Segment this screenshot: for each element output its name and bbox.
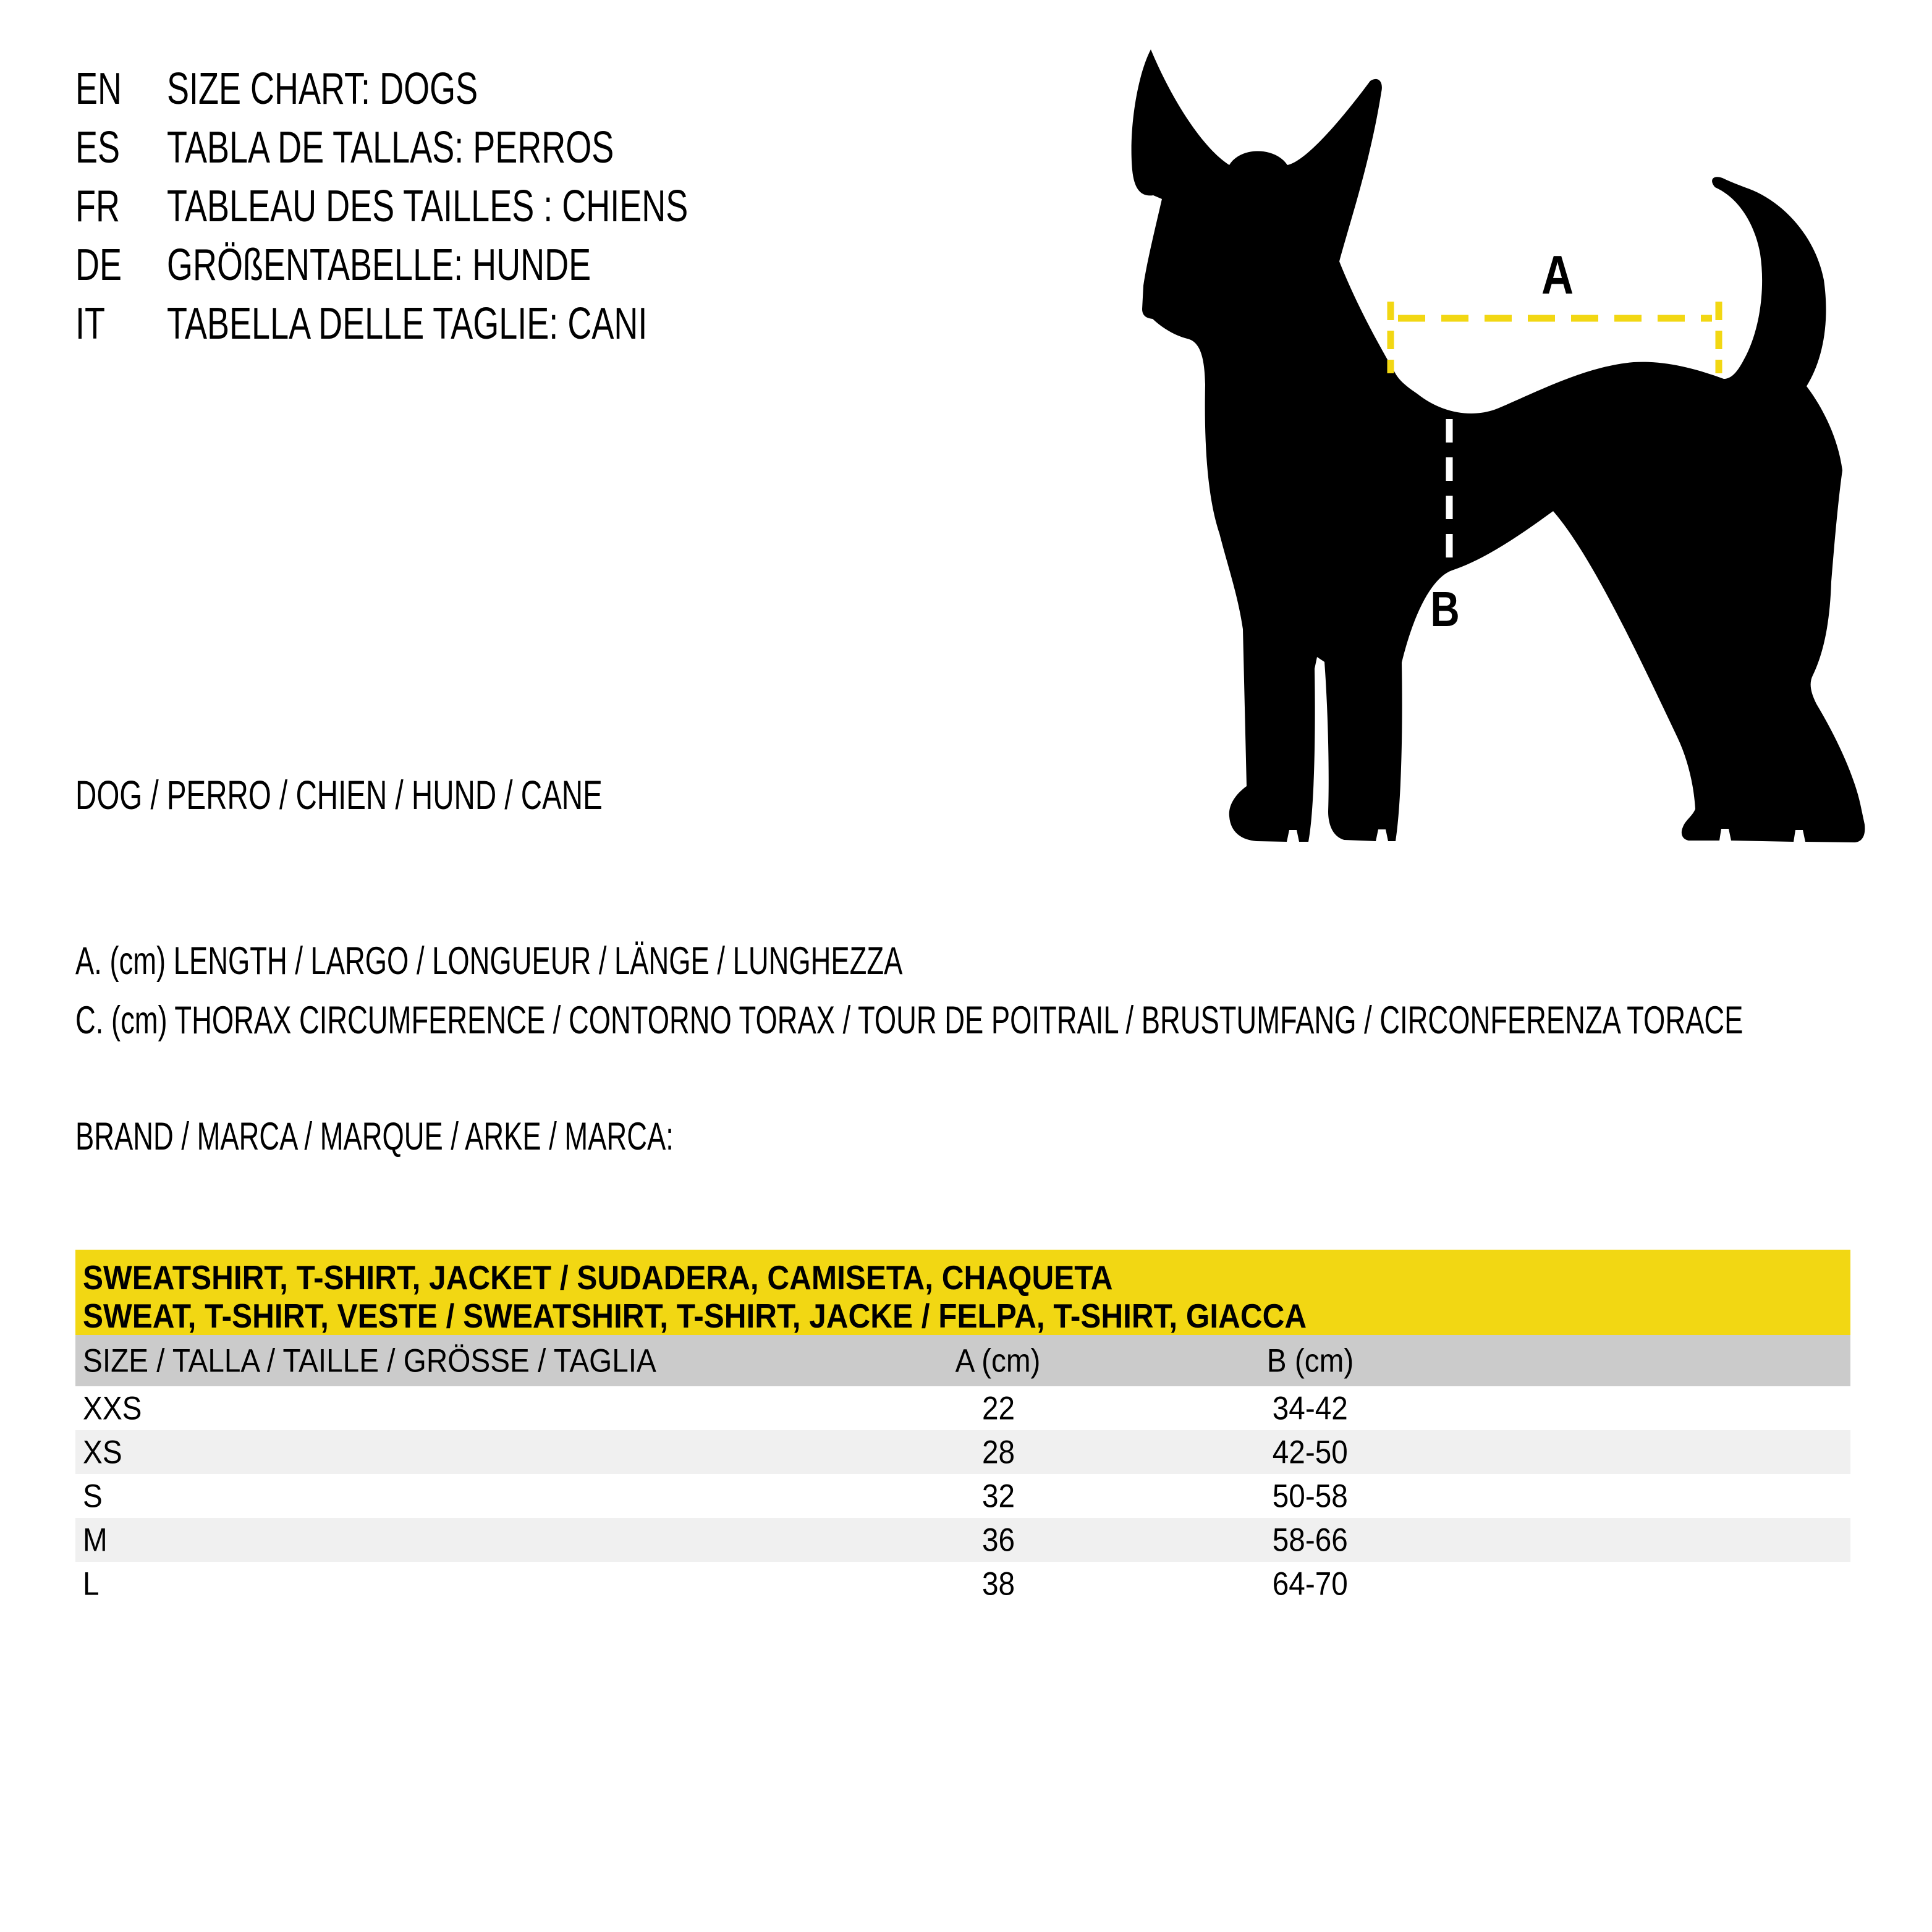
header-a-cell: A (cm) [955,1342,1041,1379]
table-row-xxs [75,1386,1850,1430]
lang-code: EN [75,64,122,114]
garment-banner [75,1250,1850,1335]
lang-title-it [167,299,807,349]
lang-code: ES [75,123,121,172]
b-cell: 34-42 [1272,1390,1349,1426]
a-cell: 28 [981,1434,1015,1470]
brand-line [75,1117,906,1156]
lang-row-it [75,299,115,349]
size-cell: L [83,1566,100,1602]
lang-title-es [167,125,763,170]
dog-caption [75,772,807,818]
measure-label-b: B [1430,581,1460,637]
lang-title-fr [167,184,862,229]
b-cell: 58-66 [1272,1522,1349,1558]
lang-code: IT [75,299,105,349]
measure-definition-c [75,1001,1932,1040]
lang-title: TABELLA DELLE TAGLIE: CANI [167,299,648,349]
measure-definition-a-text: A. (cm) LENGTH / LARGO / LONGUEUR / LÄNGE / LUNGHEZZA [75,939,903,983]
size-cell: M [83,1522,108,1558]
table-row-s [75,1474,1850,1518]
lang-title: TABLEAU DES TAILLES : CHIENS [167,182,688,231]
lang-row-es [75,125,135,170]
size-cell: XS [83,1434,122,1470]
lang-row-en [75,64,137,114]
header-b-cell: B (cm) [1266,1342,1354,1379]
dog-silhouette [1132,49,1865,842]
lang-row-fr [75,184,135,229]
lang-code: DE [75,240,122,290]
lang-code: FR [75,182,120,231]
table-row-m [75,1518,1850,1562]
lang-title-de [167,240,732,290]
brand-line-text: BRAND / MARCA / MARQUE / ARKE / MARCA: [75,1115,674,1158]
header-size-cell: SIZE / TALLA / TAILLE / GRÖSSE / TAGLIA [83,1342,656,1379]
measure-definition-c-text: C. (cm) THORAX CIRCUMFERENCE / CONTORNO TORAX / TOUR DE POITRAIL / BRUSTUMFANG / CIRCONFERENZA TORACE [75,999,1743,1042]
garment-banner-line1: SWEATSHIRT, T-SHIRT, JACKET / SUDADERA, CAMISETA, CHAQUETA [83,1258,1113,1297]
table-row-xs [75,1430,1850,1474]
a-cell: 32 [981,1478,1015,1514]
measure-line-a-endcaps [1391,302,1719,373]
lang-title: TABLA DE TALLAS: PERROS [167,123,614,172]
dog-caption-text: DOG / PERRO / CHIEN / HUND / CANE [75,772,603,818]
table-row-l [75,1562,1850,1606]
lang-title-en [167,64,582,114]
b-cell: 42-50 [1272,1434,1349,1470]
size-cell: S [83,1478,103,1514]
garment-banner-line2: SWEAT, T-SHIRT, VESTE / SWEATSHIRT, T-SHIRT, JACKE / FELPA, T-SHIRT, GIACCA [83,1297,1307,1335]
b-cell: 64-70 [1272,1566,1349,1602]
lang-title: GRÖßENTABELLE: HUNDE [167,240,591,290]
measure-definition-a [75,939,1224,983]
b-cell: 50-58 [1272,1478,1349,1514]
a-cell: 38 [981,1566,1015,1602]
measure-label-a: A [1541,245,1574,306]
dog-measurement-diagram [1125,37,1928,847]
a-cell: 36 [981,1522,1015,1558]
lang-row-de [75,240,137,290]
size-table-header [75,1335,1850,1386]
size-cell: XXS [83,1390,142,1426]
lang-title: SIZE CHART: DOGS [167,64,478,114]
a-cell: 22 [981,1390,1015,1426]
